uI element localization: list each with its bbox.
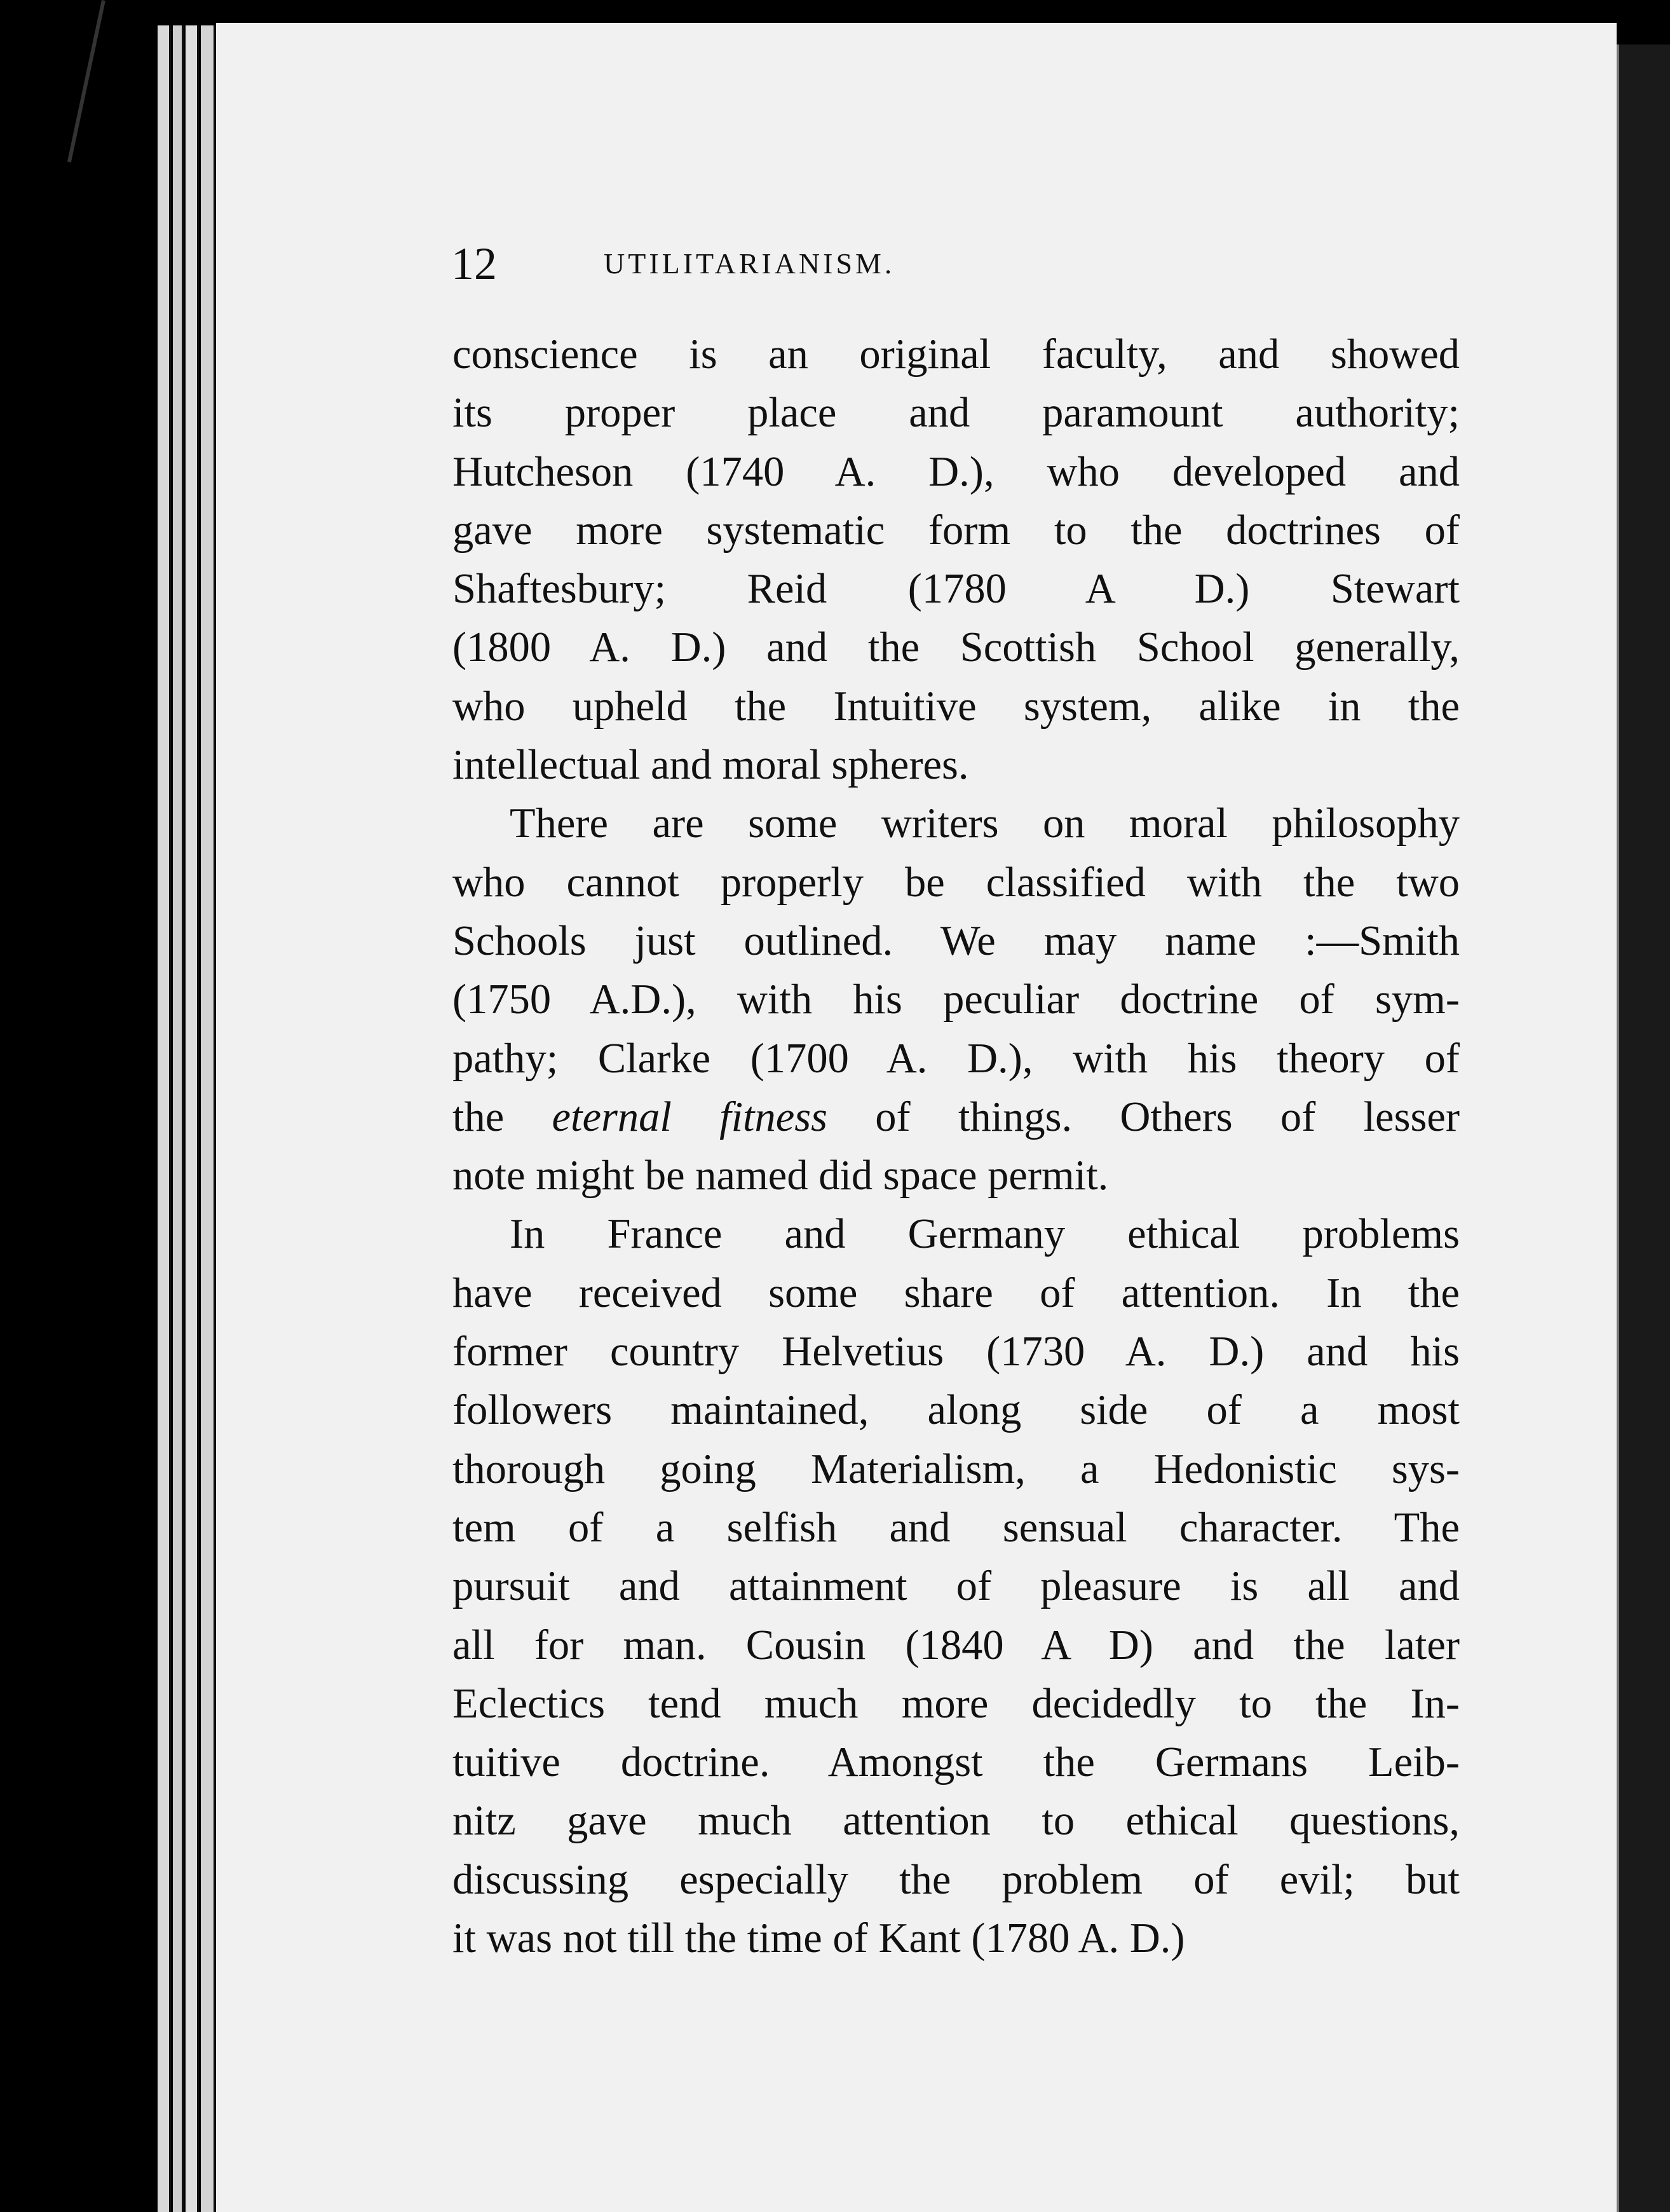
text-segment: of things. Others of lesser xyxy=(827,1093,1460,1140)
text-line: Schools just outlined. We may name :—Smith xyxy=(452,917,1460,964)
text-line xyxy=(452,1088,1460,1147)
text-line: conscience is an original faculty, and showed xyxy=(452,331,1460,378)
text-line: In France and Germany ethical problems xyxy=(510,1211,1460,1258)
page-edge xyxy=(201,25,215,2212)
text-line: followers maintained, along side of a most xyxy=(452,1387,1460,1434)
text-line: Shaftesbury; Reid (1780 A D.) Stewart xyxy=(452,566,1460,613)
text-line: pathy; Clarke (1700 A. D.), with his theory of xyxy=(452,1035,1460,1082)
text-line: tem of a selfish and sensual character. The xyxy=(452,1504,1460,1551)
text-line: its proper place and paramount authority; xyxy=(452,390,1460,437)
text-line: intellectual and moral spheres. xyxy=(452,742,969,789)
text-line: who upheld the Intuitive system, alike in the xyxy=(452,683,1460,730)
text-line: Eclectics tend much more decidedly to the In- xyxy=(452,1680,1460,1727)
text-line: nitz gave much attention to ethical questions, xyxy=(452,1798,1460,1845)
page-edge xyxy=(186,25,199,2212)
text-line: discussing especially the problem of evil; but xyxy=(452,1856,1460,1903)
paragraph xyxy=(452,795,1460,1205)
text-line: Hutcheson (1740 A. D.), who developed and xyxy=(452,448,1460,495)
text-line: note might be named did space permit. xyxy=(452,1152,1109,1199)
page-edge xyxy=(173,25,184,2212)
text-line: it was not till the time of Kant (1780 A. D.) xyxy=(452,1915,1185,1962)
text-line: who cannot properly be classified with the two xyxy=(452,859,1460,906)
text-line: all for man. Cousin (1840 A D) and the later xyxy=(452,1621,1460,1669)
text-line: pursuit and attainment of pleasure is all and xyxy=(452,1563,1460,1610)
right-page-edge xyxy=(1617,44,1670,2212)
text-line: (1800 A. D.) and the Scottish School generally, xyxy=(452,624,1460,671)
body-text xyxy=(452,325,1460,1968)
text-line: thorough going Materialism, a Hedonistic sys- xyxy=(452,1445,1460,1492)
paragraph xyxy=(452,1205,1460,1968)
text-line: (1750 A.D.), with his peculiar doctrine of sym- xyxy=(452,976,1460,1023)
running-head: UTILITARIANISM. xyxy=(604,247,895,280)
spine-shadow xyxy=(67,0,105,163)
text-line: tuitive doctrine. Amongst the Germans Leib- xyxy=(452,1739,1460,1786)
page-edge xyxy=(158,25,171,2212)
page-number: 12 xyxy=(451,238,497,289)
text-line: gave more systematic form to the doctrines of xyxy=(452,507,1460,554)
page-header xyxy=(451,238,1125,289)
text-line: former country Helvetius (1730 A. D.) and his xyxy=(452,1328,1460,1376)
text-segment: the xyxy=(452,1093,552,1140)
paragraph xyxy=(452,325,1460,795)
text-line: There are some writers on moral philosophy xyxy=(510,800,1460,847)
text-line: have received some share of attention. In the xyxy=(452,1269,1460,1316)
italic-phrase: eternal fitness xyxy=(552,1093,828,1140)
